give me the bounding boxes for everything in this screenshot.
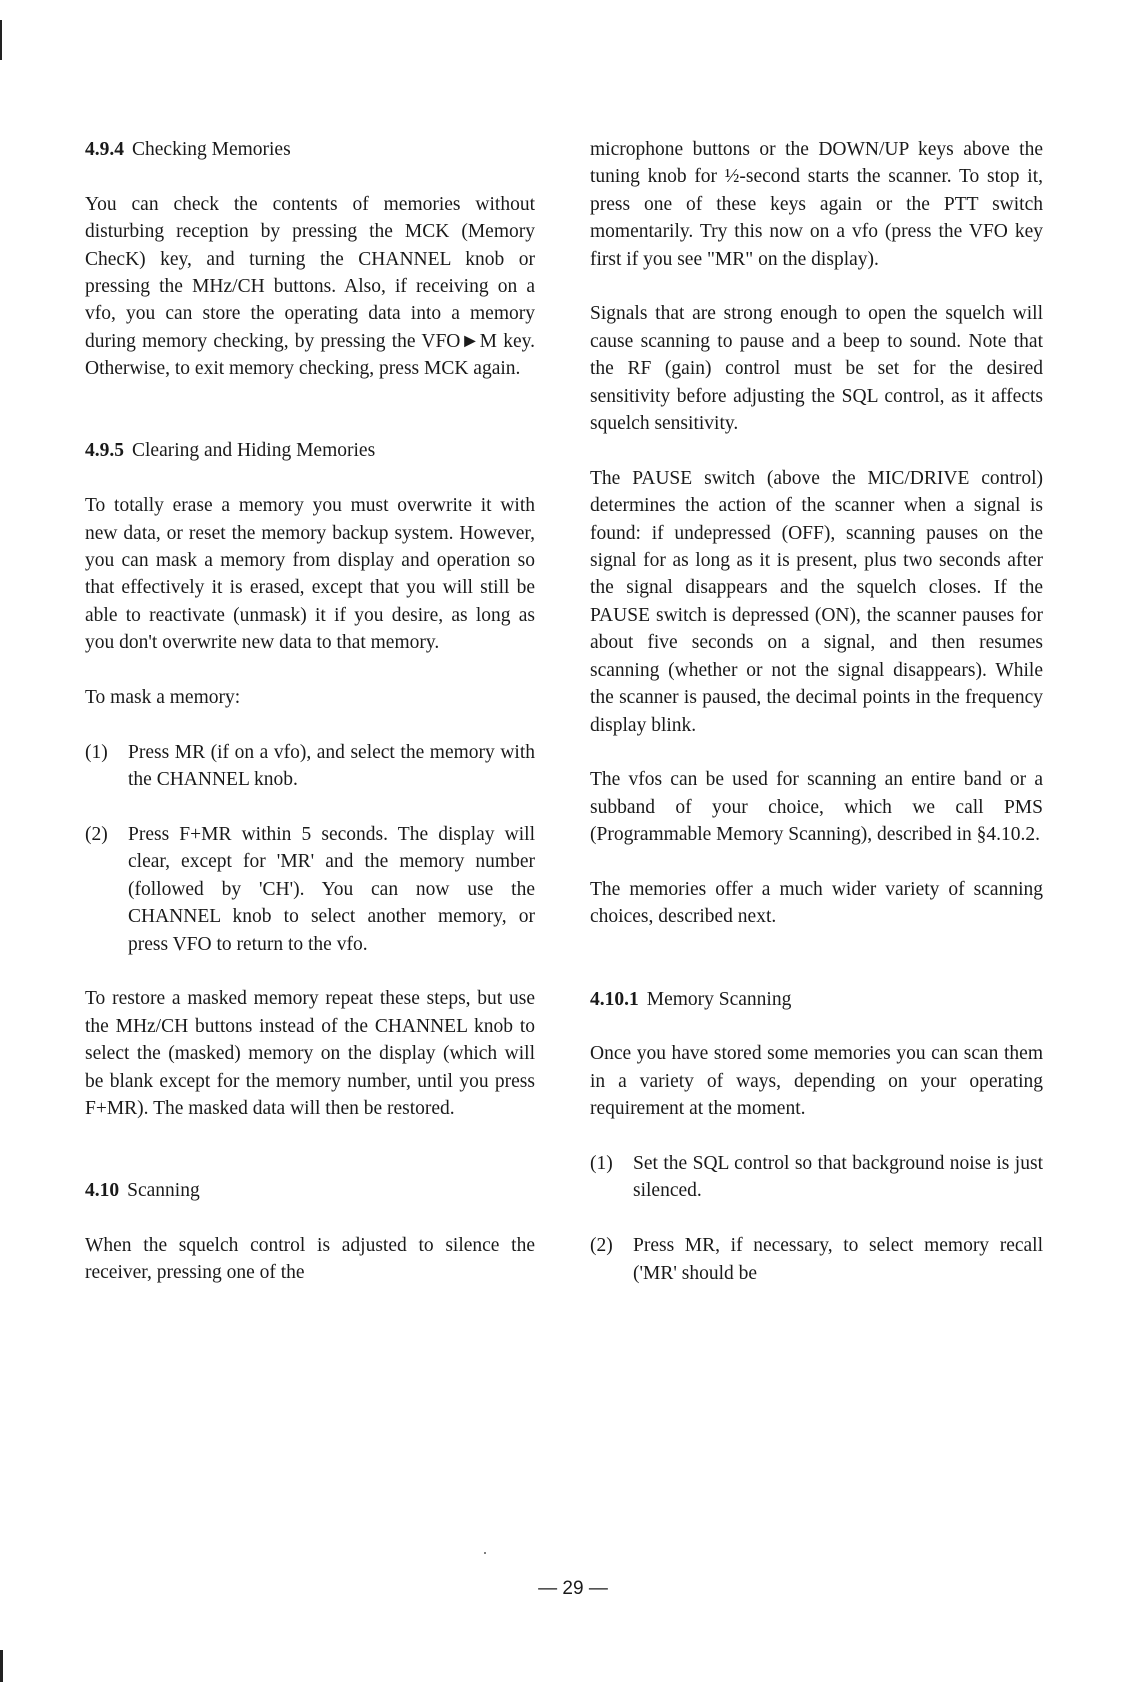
section-heading-4-10: 4.10 Scanning xyxy=(85,1180,200,1202)
list-item: (1) Press MR (if on a vfo), and select the memory with the CHANNEL knob. xyxy=(85,741,535,791)
paragraph: microphone buttons or the DOWN/UP keys above the tuning knob for ½-second starts the scanner. To stop it, press one of these keys again or the PTT switch momentarily. Try this now on a vfo (press the VFO key first if you see "MR" on the display). xyxy=(590,139,1043,270)
paragraph: You can check the contents of memories without disturbing reception by pressing the MCK (Memory ChecK) key, and turning the CHANNEL knob or pressing the MHz/CH buttons. Also, if receiving on a vfo, you can store the operating data into a memory during memory checking, by pressing the VFO►M key. Otherwise, to exit memory checking, press MCK again. xyxy=(85,193,535,380)
paragraph: Once you have stored some memories you can scan them in a variety of ways, depending on your operating requirement at the moment. xyxy=(590,1043,1043,1120)
scan-speck xyxy=(484,1552,486,1554)
paragraph: To restore a masked memory repeat these steps, but use the MHz/CH buttons instead of the CHANNEL knob to select the (masked) memory on the display (which will be blank except for the memory number, until you press F+MR). The masked data will then be restored. xyxy=(85,988,535,1120)
section-heading-4-9-4: 4.9.4 Checking Memories xyxy=(85,139,291,160)
list-item: (2) Press MR, if necessary, to select memory recall ('MR' should be xyxy=(590,1235,1043,1284)
right-column xyxy=(590,136,1043,1314)
paragraph: The PAUSE switch (above the MIC/DRIVE control) determines the action of the scanner when a signal is found: if undepressed (OFF), scanning pauses on the signal for as long as it is present, plus two seconds after the signal disappears and the squelch closes. If the PAUSE switch is depressed (ON), the scanner pauses for about five seconds on a signal, and then resumes scanning (whether or not the signal disappears). While the scanner is paused, the decimal points in the frequency display blink. xyxy=(590,467,1043,736)
scan-edge-bottom xyxy=(0,1650,3,1682)
section-heading-4-9-5: 4.9.5 Clearing and Hiding Memories xyxy=(85,440,376,462)
scan-edge-top xyxy=(0,20,2,60)
list-item: (2) Press F+MR within 5 seconds. The display will clear, except for 'MR' and the memory number (followed by 'CH'). You can now use the CHANNEL knob to select another memory, or press VFO to return to the vfo. xyxy=(85,824,535,955)
mask-steps-list xyxy=(85,739,535,958)
paragraph: To mask a memory: xyxy=(85,687,241,709)
paragraph: Signals that are strong enough to open the squelch will cause scanning to pause and a beep to sound. Note that the RF (gain) control must be set for the desired sensitivity before adjusting the SQL control, as it affects squelch sensitivity. xyxy=(590,303,1043,435)
paragraph: When the squelch control is adjusted to silence the receiver, pressing one of the xyxy=(85,1235,535,1284)
paragraph: The vfos can be used for scanning an entire band or a subband of your choice, which we call PMS (Programmable Memory Scanning), described in §4.10.2. xyxy=(590,769,1043,846)
paragraph: To totally erase a memory you must overwrite it with new data, or reset the memory backup system. However, you can mask a memory from display and operation so that effectively it is erased, except that you will still be able to reactivate (unmask) it if you desire, as long as you don't overwrite new data to that memory. xyxy=(85,495,535,654)
left-column xyxy=(85,136,535,1287)
page-number: — 29 — xyxy=(538,1578,608,1599)
section-heading-4-10-1: 4.10.1 Memory Scanning xyxy=(590,988,792,1010)
paragraph: The memories offer a much wider variety of scanning choices, described next. xyxy=(590,878,1043,928)
memory-scan-steps-list xyxy=(590,1150,1043,1287)
list-item: (1) Set the SQL control so that background noise is just silenced. xyxy=(590,1152,1043,1202)
